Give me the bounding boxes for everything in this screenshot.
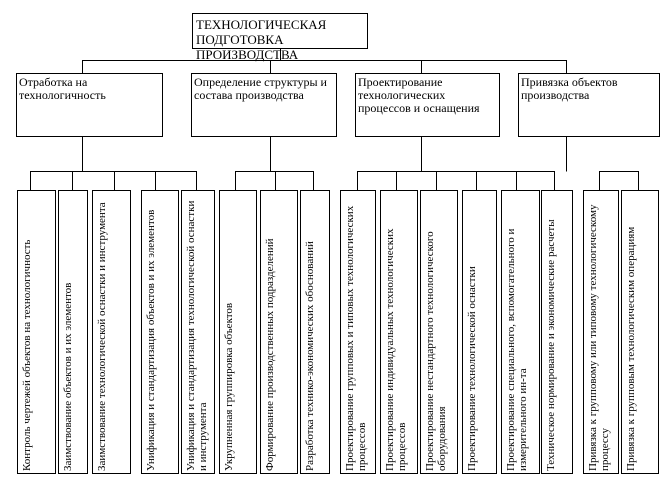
leaf-box: [58, 190, 88, 474]
leaf-label: Привязка к групповому или типовому технологическому процессу: [587, 204, 611, 471]
leaf-label: Унификация и стандартизация технологической оснастки и инструмента: [185, 200, 209, 471]
leaf-box: [462, 190, 497, 474]
leaf-label: Формирование производственных подразделений: [264, 238, 276, 471]
leaf-label: Проектирование нестандартного технологического оборудования: [424, 231, 448, 471]
leaf-box: [141, 190, 179, 474]
leaf-label: Заимствование технологической оснастки и инструмента: [96, 202, 108, 471]
category-label: Определение структуры и состава производства: [194, 75, 327, 102]
leaf-box: [501, 190, 540, 474]
leaf-box: [17, 190, 56, 474]
category-label: Проектирование технологических процессов и оснащения: [358, 75, 480, 115]
root-box: [192, 13, 368, 62]
leaf-box: [181, 190, 215, 474]
leaf-box: [380, 190, 418, 474]
leaf-label: Разработка технико-экономических обоснований: [304, 241, 316, 471]
category-box-binding: [518, 73, 660, 137]
leaf-box: [219, 190, 257, 474]
root-title: ТЕХНОЛОГИЧЕСКАЯ ПОДГОТОВКА ПРОИЗВОДСТВА: [196, 17, 327, 62]
leaf-box: [260, 190, 298, 474]
leaf-box: [621, 190, 659, 474]
leaf-box: [300, 190, 330, 474]
leaf-label: Проектирование технологической оснастки: [466, 266, 478, 471]
leaf-box: [420, 190, 458, 474]
leaf-label: Привязка к групповым технологическим операциям: [625, 226, 637, 471]
category-box-manufacturability: [16, 73, 163, 137]
leaf-box: [92, 190, 131, 474]
leaf-label: Укрупненная группировка объектов: [223, 302, 235, 471]
category-label: Отработка на технологичность: [19, 75, 106, 102]
leaf-label: Унификация и стандартизация объектов и их элементов: [145, 209, 157, 471]
leaf-label: Техническое нормирование и экономические расчеты: [545, 219, 557, 471]
leaf-box: [541, 190, 573, 474]
category-box-structure: [191, 73, 337, 137]
leaf-label: Проектирование индивидуальных технологических процессов: [384, 228, 408, 471]
leaf-label: Проектирование специального, вспомогательного и измерительного ин-та: [505, 228, 529, 471]
leaf-label: Проектирование групповых и типовых технологических процессов: [344, 205, 368, 471]
category-box-process-design: [355, 73, 500, 137]
leaf-box: [583, 190, 619, 474]
leaf-label: Заимствование объектов и их элементов: [62, 282, 74, 471]
leaf-box: [340, 190, 376, 474]
leaf-label: Контроль чертежей объектов на технологичность: [21, 239, 33, 471]
category-label: Привязка объектов производства: [521, 75, 618, 102]
